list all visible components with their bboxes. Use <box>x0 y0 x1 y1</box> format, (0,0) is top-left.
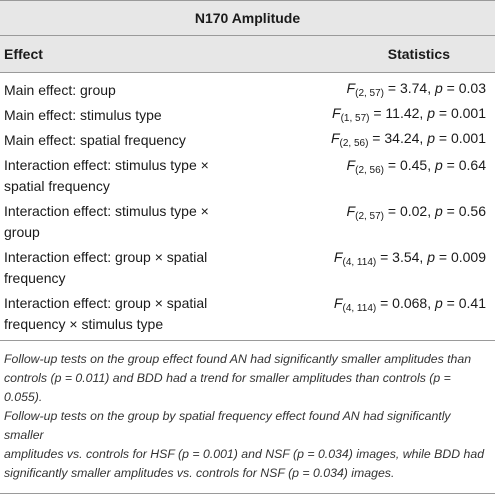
table-header-row <box>0 36 495 73</box>
p-value: = 0.001 <box>435 129 486 146</box>
p-value: = 0.56 <box>442 203 486 219</box>
effect-text: Interaction effect: group × spatial <box>4 295 208 311</box>
df-subscript: (2, 56) <box>355 165 385 176</box>
f-value: = 3.54, <box>376 249 428 265</box>
f-value: = 11.42, <box>369 104 428 121</box>
effect-cell <box>0 155 300 199</box>
p-letter: p <box>435 157 443 173</box>
table-title: N170 Amplitude <box>0 0 495 36</box>
effect-text-continued: frequency <box>4 270 66 286</box>
f-letter: F <box>346 203 356 219</box>
p-value: = 0.001 <box>435 104 486 121</box>
effect-text: Interaction effect: stimulus type × <box>4 157 209 173</box>
p-letter: p <box>427 249 435 265</box>
table-row <box>0 291 495 337</box>
table-row <box>0 103 495 128</box>
table-row <box>0 199 495 245</box>
effect-text-continued: spatial frequency <box>4 178 110 194</box>
effect-text: Main effect: group <box>4 82 116 98</box>
f-value: = 0.02, <box>384 203 435 219</box>
statistics-cell <box>300 155 495 199</box>
p-letter: p <box>435 79 443 96</box>
effect-cell <box>0 130 300 151</box>
effect-cell <box>0 293 300 337</box>
f-letter: F <box>333 249 343 265</box>
table-row <box>0 245 495 291</box>
effect-cell <box>0 105 300 126</box>
statistics-cell <box>300 247 495 291</box>
statistics-cell <box>300 201 495 245</box>
effect-text: Main effect: stimulus type <box>4 107 162 123</box>
table-footnote <box>0 340 495 494</box>
df-subscript: (1, 57) <box>340 112 370 124</box>
p-value: = 0.009 <box>435 249 486 265</box>
p-letter: p <box>427 104 435 121</box>
df-subscript: (4, 114) <box>342 303 377 314</box>
f-value: = 3.74, <box>384 79 435 96</box>
f-letter: F <box>332 104 341 121</box>
df-subscript: (2, 56) <box>339 137 369 149</box>
table-row <box>0 153 495 199</box>
p-value: = 0.03 <box>442 79 486 96</box>
table-row <box>0 128 495 153</box>
footnote-line: Follow-up tests on the group effect found AN had significantly smaller amplitudes than <box>4 352 472 366</box>
effect-text: Main effect: spatial frequency <box>4 132 186 148</box>
p-value: = 0.64 <box>442 157 486 173</box>
f-letter: F <box>346 157 356 173</box>
footnote-line: Follow-up tests on the group by spatial frequency effect found AN had significantly smaller <box>4 409 451 442</box>
statistics-cell <box>300 103 495 129</box>
f-letter: F <box>346 79 356 96</box>
footnote-line: amplitudes vs. controls for HSF (p = 0.001) and NSF (p = 0.034) images, while BDD had <box>4 447 485 461</box>
effect-cell <box>0 201 300 245</box>
effect-cell <box>0 247 300 291</box>
statistics-cell <box>300 293 495 337</box>
effect-text: Interaction effect: group × spatial <box>4 249 208 265</box>
f-value: = 34.24, <box>368 129 428 146</box>
p-letter: p <box>435 295 443 311</box>
footnote-line: significantly smaller amplitudes vs. controls for NSF (p = 0.034) images. <box>4 466 395 480</box>
effect-text: Interaction effect: stimulus type × <box>4 203 209 219</box>
f-value: = 0.45, <box>384 157 435 173</box>
effect-text-continued: frequency × stimulus type <box>4 316 164 332</box>
effect-text-continued: group <box>4 224 40 240</box>
footnote-line: controls (p = 0.011) and BDD had a trend for smaller amplitudes than controls (p = 0.055). <box>4 371 451 404</box>
statistics-cell <box>300 78 495 104</box>
p-value: = 0.41 <box>442 295 486 311</box>
df-subscript: (2, 57) <box>355 211 385 222</box>
f-value: = 0.068, <box>376 295 435 311</box>
table-body <box>0 78 495 337</box>
effect-cell <box>0 80 300 101</box>
df-subscript: (4, 114) <box>342 257 377 268</box>
p-letter: p <box>435 203 443 219</box>
header-statistics: Statistics <box>387 46 450 62</box>
f-letter: F <box>333 295 343 311</box>
statistics-cell <box>300 128 495 154</box>
p-letter: p <box>427 129 435 146</box>
header-effect: Effect <box>4 46 43 62</box>
df-subscript: (2, 57) <box>355 87 385 99</box>
f-letter: F <box>330 129 340 146</box>
table-row <box>0 78 495 103</box>
